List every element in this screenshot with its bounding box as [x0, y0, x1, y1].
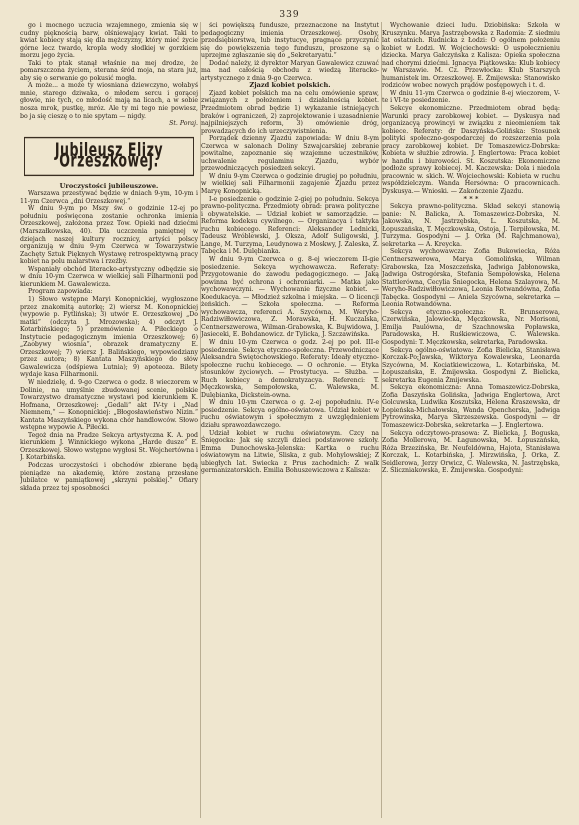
paragraph: W niedzielę, d. 9-go Czerwca o godz. 8 wieczorem w Dolinie, na umyślnie zbudowanej scenie, polskie Towarzystwo dramatyczne wystawi pod kierunkiem K. Hofmana, Orzeszkowej: „Gedali“ akt IV-ty i „Nad Niemnem,“ — Konopnickiej: „Błogosławieństwo Nizin.“ Kantata Maszyńskiego wykona chór handlowców. Słowo wstępne wypowie A. Piłecki.: [20, 378, 198, 432]
paragraph: I-e posiedzenie o godzinie 2-giej po południu. Sekcya prawno-polityczna. Przedmioty obrad: prawa polityczne i obywatelskie. — Udział kobiet w samorządzie. — Reforma kodeksu cywilnego. — Organizacya i taktyka ruchu kobiecego. Referenci: Aleksander Lednicki, Tadeusz Wróblewski, J. Oksza, Adolf Suligowski, J. Lange, M. Turzyma, Leudynowa z Moskwy, J. Zaleska, Z. Tabęcka i M. Dulębianka.: [201, 195, 379, 256]
paragraph: Sekcya prawno-polityczna. Skład sekcyi stanowią panie: N. Balicka, A. Tomaszewicz-Dobrska, N. Jakowska, N. Jastrzębska, L. Koszutska, M. Łopuszańska, T. Męczkowska, Ostoja, J. Terpiłowska, M. Turzyma. Gospodyni — J. Orka (M. Rajchmanowa), sekretarka — A. Kreycka.: [382, 203, 560, 248]
paragraph: Program zapowiada:: [28, 288, 93, 296]
paragraph: Dodać należy, iż dyrektor Maryan Gawalewicz czuwać ma nad całością obchodu z wiedzą literacko-artystycznego z dnia 9-go Czerwca.: [201, 59, 379, 82]
column-1: [20, 22, 198, 818]
column-3: [382, 22, 560, 818]
paragraph: W dniu 10-ym Czerwca o godz. 2-ej po poł. III-e posiedzenie. Sekcya etyczno-społeczna. Przewodniczące Aleksandra Świętochowskiego. Referaty: Ideały etyczno-społeczne ruchu kobiecego. — O ochronie. — Etyka stosunków życiowych. — Prostytucya. — Służba. — Ruch kobiecy a demokratyzacya. Referenci: T. Męczkowska, Sempołowska, C. Walewska, M. Dulębianka, Dickstein-owna.: [201, 338, 379, 399]
paragraph: Taki to ptak stanął właśnie na mej drodze, że pomarszczona życiem, sterana śród moja, na stara już, aby się o serwanie go pokusić mogła.: [20, 59, 198, 82]
paragraph: Sekcye ekonomiczne. Przedmiotem obrad będą: Warunki pracy zarobkowej kobiet. — Dyskusya nad organizacyą prowincyi w związku z nieomieniem tak kobiece. Referaty: dr Daszyńska-Golińska: Stosunek polityki społeczno-gospodarczej do rozszerzenia pola pracy zarobkowej kobiet. Dr Tomaszewicz-Dobrska: Kobieta w służbie zdrowia. J. Englertowa: Praca kobiet w handlu i biurowości. St. Koszutska: Ekonomiczne podłoże sprawy kobiecej. M. Kaczewska: Dola i niedola pracownic w. skich. W. Wojciechowski: Kobieta w ruchu współdzielczym. Wanda Hersówna: O pracownicach. Dyskusya.— Wnioski. — Zakończenie Zjazdu.: [382, 105, 560, 196]
paragraph: Porządek dzienny Zjazdu zapowiada: W dniu 8-ym Czerwca w salonach Doliny Szwajcarskiej zebranie powitalne, zapoznanie się wzajemne uczestników, uchwalenie regulaminu Zjazdu, wybór przewodniczących posiedzeń sekcyi.: [201, 135, 379, 173]
paragraph: 1) Słowo wstępne Maryi Konopnickiej, wygłoszone przez znakomitą autorkę; 2) wiersz M. Konopnickiej (wypowie p. Fytlińska); 3) utwór E. Orzeszkowej „Do matki“ (odczyta J. Mrozowska); 4) odczyt J. Kotarbińskiego; 5) przemówienie A. Piłeckiego o Instytucie pedagogicznym imienia Orzeszkowej; 6) „Zaobywy wiosnia“, obrazek dramatyczny E. Orzeszkowej; 7) wiersz J. Balińskiego, wypowiedziany przez autora; 8) Kantata Maszyńskiego do słów Gawalewicza (odśpiewa Lutnia); 9) apoteoza. Bilety wydaje kasa Filharmonii.: [20, 295, 198, 379]
paragraph: Tegoż dnia na Pradze Sekcya artystyczna K. A. pod kierunkiem J. Winnickiego wykona „Harde dusze“ E. Orzeszkowej. Słowo wstępne wygłosi St. Wojchertówna i J. Kotarbińska.: [20, 431, 198, 462]
paragraph: Sekcya wychowawcza: Zofia Bukowiecka, Róża Centnerszwerowa, Marya Gomolińska, Wilman Grabowska, Iza Moszczeńska, Jadwiga Jabłonowska, Jadwiga Ostrogórska, Stefania Sempołowska, Helena Stattlerówna, Cecylia Śniegocka, Helena Szalayowa, M. Weryho-Radziwiłłowiczowa, Leonia Rotwandówna, Zofia Tabęcka. Gospodyni — Aniela Szycówna, sekretarka — Leonia Rotwandówna.: [382, 248, 560, 309]
paragraph: Wspaniały obchód literacko-artystyczny odbędzie się w dniu 10-ym Czerwca w wielkiej sali Filharmonii pod kierunkiem M. Gawalewicza.: [20, 265, 198, 288]
paragraph: Podczas uroczystości i obchodów zbierane będą pieniądze na akademię, które zostaną przesłane Jubilatce w pamiątkowej „skrzyni polskiej.“ Ofiary składa przez tej sposobności: [20, 461, 198, 492]
paragraph: ści powiększą fundusze, przeznaczone na Instytut pedagogiczny imienia Orzeszkowej. Osoby, przedsiębiorstwa, lub instytucye, pragnące przyczynić się do powiększenia tego funduszu, proszone są o uprzejme zgłaszanie się do „Sekretaryatu.“: [201, 22, 379, 60]
column-2: [201, 22, 379, 818]
section-masthead: Jubileusz Elizy Orzeszkowej.: [24, 137, 194, 176]
separator-stars: * * *: [463, 194, 479, 203]
paragraph: Udział kobiet w ruchu oświatowym. Czcy na Śnięgocka: Jak się szczyli dzieci podstawowe szkoły. Emma Dunochowska-Jelenska: Kartka o ruchu oświatowym na Litwie, Sliska, z gub. Mohylowskiej; Z ubiegłych lat. Swiecka z Prus zachodnich: Z walk germanizatorskich. Emilia Bohuszewiczowa z Kalisza:: [201, 429, 379, 475]
paragraph: Sekcya etyczno-społeczna: R. Brunserowa, Czerwińska, Jalowiecka, Męczkowska, Nr. Morisoni, Emilja Paulówna, dr Szachnowska Popławska, Paradowska, H. Ruśkiewiczowa, C. Walewska. Gospodyni: T. Męczkowska, sekretarka, Paradowska.: [382, 308, 560, 346]
section-heading: Zjazd kobiet polskich.: [249, 81, 331, 90]
page-number: 339: [279, 10, 300, 20]
paragraph: Sekcya ekonomiczna: Anna Tomaszewicz-Dobrska, Zofia Daszyńska Golińska, Jadwiga Englertowa, Arct Golcuwska, Ludwika Koszutska, Helena Kraszewska, dr Łopieńska-Michałowska, Wanda Opencherska, Jadwiga Pytrowinska, Marya Skrzeszewska. Gospodyni — dr Tomaszewicz-Dobrska, sekretarka — J. Englertowa.: [382, 384, 560, 429]
paragraph: Wychowanie dzieci ludu. Dziobińska: Szkoła w Kruszynku. Marya Jastrzębowska z Radomia: Z siedmiu lat ostatnich. Rudnicka z Łodzi: O ogólnem położeniu kobiet w Łodzi. W. Wojciechowski: O uspołecznieniu dziecka. Marya Gałczyńska z Kalisza: Opieka społeczna nad chorymi dziećmi. Ignacya Piątkowska: Klub kobiecy w Warszawie. M. Cz. Przewłocka: Klub Starszych humanistek im. Orzeszkowej. E. Żmijewska: Stanowisko rodziców wobec nowych prądów postępowych i t. d.: [382, 22, 560, 90]
paragraph: go i mocnego uczucia wzajemnego, zmienia się w cudny pięknością barw, olśniewający kwiat. Taki to kwiat kobiecy stają się dla mężczyzny, który mieć życie górne lecz twardo, kropla wody słodkiej w gorzkiem morzu jego życia.: [20, 22, 198, 60]
section-heading: Uroczystości jubileuszowe.: [59, 181, 159, 190]
paragraph: Warszawa przestywać będzie w dniach 9-ym, 10-ym i 11-ym Czerwca „dni Orzeszkowej.“: [20, 190, 198, 205]
paragraph: Zjazd kobiet polskich ma na celu omówienie spraw, związanych z położeniem i działalnością kobiet. Przedmiotem obrad będzie 1) wykazanie istniejących braków i ograniczeń, 2) zaprojektowanie i uzasadnienie najpilniejszych reform, 3) omówienie dróg, prowadzących do ich urzeczywistnienia.: [201, 89, 379, 135]
signature: St. Poraj.: [169, 120, 198, 128]
paragraph: W dniu 9-ym Czerwca o godzinie drugiej po południu, w wielkiej sali Filharmonii zagajenie Zjazdu przez Maryę Konopnicką.: [201, 172, 379, 196]
paragraph: Sekcya ogólno-oświatowa: Zofia Bielicka, Stanisława Korczak-Po;Jawska, Wiktorya Kowalewska, Leonarda Szycówna, M. Kociatkiewiczowa, L. Kotarbińska, M. Łopuszańska, E. Żmijewska. Gospodyni Z. Bielicka, sekretarka Eugenia Żmijewska.: [382, 346, 560, 384]
paragraph: A może... a może ty wiosniana dziewczyno, wołabyś mnie, starego dziwaka, o młodem sercu i gorącej głowie, nie tych, co młodość mają na licach, a w sobie nosza mrok, pustkę, mróz. Ale ty mi tego nie powiesz, bo ja się cieszę o to nie spytam — nigdy.: [20, 82, 198, 120]
paragraph: W dniu 10-ym Czerwca o g. 2-ej popołudniu. IV-e posiedzenie. Sekcya ogólno-oświatowa. Udział kobiet w ruchu oświatowym i społecznym z uwzględnieniem działu sprawozdawczego.: [201, 399, 379, 429]
paragraph: W dniu 11-ym Czerwca o godzinie 8-ej wieczorem, V-te i VI-te posiedzenie.: [382, 89, 560, 105]
paragraph: Sekcya odczytowo-prasowa: Z. Bielicka, J. Boguska, Zofia Mollerowa, M. Łagunowska, M. Łopuszańska, Róża Brzezińska, Br. Neufeldówna, Hajota, Stanisława Korczak, L. Kotarbińska, J. Mirzwińska, J. Orka, Z. Seidlerowa, Jerzy Orwicz, C. Walewska, N. Jastrzębska, Z. Śliczniakowska, E. Żmijewska. Gospodyni:: [382, 429, 560, 475]
paragraph: W dniu 9-ym po Mszy św. o godzinie 12-ej po południu poświęcona zostanie ochronka imienia Orzeszkowej, założona przez Tow. Opieki nad dziećmi (Marszałkowska, 40). Dla uczczenia pamiętnej w dziejach naszej kultury rocznicy, artyści polscy organizują w dniu 9-ym Czerwca w Towarzystwie Zachęty Sztuk Pięknych Wystawę retrospektywną pracy kobiet na polu malarstwa i rzeźby.: [20, 205, 198, 266]
paragraph: W dniu 9-ym Czerwca o g. 8-ej wieczorem II-gie posiedzenie. Sekcya wychowawcza. Referaty: Przygotowanie do zawodu pedagogicznego. — Jaką powinna być ochrona i ochroniarki. — Matka jako wychowawczyni. — Wychowanie fizyczne kobiet. — Koedukacya. — Młodzież szkolna i miejska. — O licencji żeńskich. — Szkoła społeczna. — Reforma wychowawcza, referenci A. Szycówna, M. Weryho-Radziwiłłowiczowa, Z. Morawska, H. Kuczalska, Centnerszwerowa, Wilman-Grabowska, K. Bujwidowa, J. Jasieceki, E. Bohdanowicz. dr Tylicka, J. Szczawińska.: [201, 255, 379, 339]
